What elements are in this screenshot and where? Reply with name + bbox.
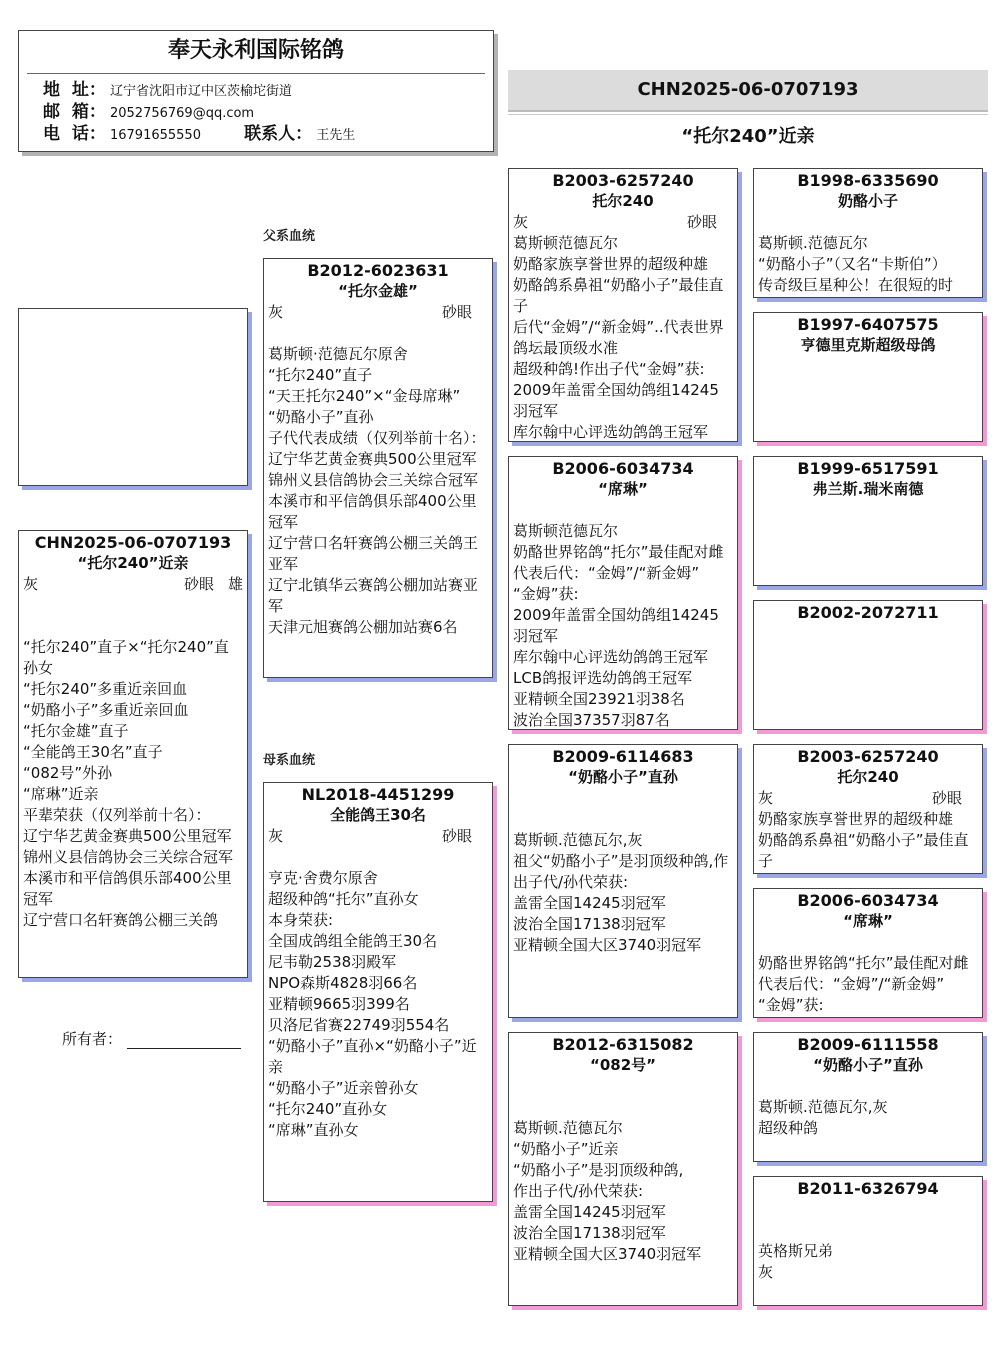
gg-ring: B1999-6517591	[797, 459, 939, 478]
dam-dam-ring: B2012-6315082	[552, 1035, 694, 1054]
gg-ring: B2009-6111558	[797, 1035, 939, 1054]
address-row	[43, 80, 493, 102]
gg-desc: 英格斯兄弟 灰	[758, 1242, 834, 1281]
sire-sire-eye: 砂眼	[686, 213, 717, 231]
sire-dam-name: “席琳”	[598, 480, 648, 498]
great-grandparent-card	[753, 1176, 983, 1306]
subject-traits	[19, 574, 247, 595]
sire-sire-name: 托尔240	[592, 192, 654, 210]
sire-ring: B2012-6023631	[307, 261, 449, 280]
subject-name: “托尔240”近亲	[77, 554, 189, 572]
subject-sex: 雄	[227, 575, 243, 593]
dam-traits	[264, 826, 492, 847]
sire-dam-card	[508, 456, 738, 730]
dam-dam-desc: 葛斯顿.范德瓦尔 “奶酪小子”近亲 “奶酪小子”是羽顶级种鸽, 作出子代/孙代荣获: 盖雷全国14245羽冠军 波治全国17138羽冠军 亚精顿全国大区3740羽冠军	[513, 1119, 702, 1263]
sire-color: 灰	[268, 303, 284, 321]
dam-dam-name: “082号”	[589, 1056, 657, 1074]
address-value: 辽宁省沈阳市辽中区茨榆坨街道	[109, 84, 292, 99]
subject-desc: “托尔240”直子×“托尔240”直孙女 “托尔240”多重近亲回血 “奶酪小子”多重近亲回血 “托尔金雄”直子 “全能鸽王30名”直子 “082号”外孙 “席琳”近亲 平辈荣获（仅列举前十名）： 辽宁华艺黄金赛典500公里冠军 锦州义县信鸽协会三关综合冠军 本溪市和平信鸽俱乐部400公里冠军 辽宁营口名轩赛鸽公棚三关鸽	[23, 638, 234, 929]
gg-ring: B2002-2072711	[797, 603, 939, 622]
subject-card	[18, 530, 248, 978]
banner-ring: CHN2025-06-0707193	[637, 79, 859, 100]
gg-ring: B2003-6257240	[797, 747, 939, 766]
phone-row	[43, 124, 493, 146]
sire-desc: 葛斯顿·范德瓦尔原舍 “托尔240”直子 “天王托尔240”×“金母席琳” “奶酪小子”直孙 子代代表成绩（仅列举前十名）： 辽宁华艺黄金赛典500公里冠军 锦州义县信鸽协会三关综合冠军 本溪市和平信鸽俱乐部400公里冠军 辽宁营口名轩赛鸽公棚三关鸽王亚军 辽宁北镇华云赛鸽公棚加站赛亚军 天津元旭赛鸽公棚加站赛6名	[268, 345, 486, 636]
sire-line-label: 父系血统	[263, 229, 316, 244]
owner-line	[62, 1028, 241, 1049]
gg-desc: 奶酪世界铭鸽“托尔”最佳配对雌 代表后代：“金姆”/“新金姆” “金姆”获:	[758, 954, 969, 1014]
great-grandparent-card	[753, 168, 983, 298]
owner-label: 所有者：	[62, 1030, 123, 1048]
dam-eye: 砂眼	[441, 827, 472, 845]
great-grandparent-card	[753, 1032, 983, 1162]
sire-dam-desc: 葛斯顿范德瓦尔 奶酪世界铭鸽“托尔”最佳配对雌 代表后代：“金姆”/“新金姆” “金姆”获: 2009年盖雷全国幼鸽组14245羽冠军 库尔翰中心评选幼鸽鸽王冠军 LCB鸽报评选幼鸽鸽王冠军 亚精顿全国23921羽38名 波治全国37357羽87名	[513, 522, 724, 729]
breeder-header	[18, 30, 494, 152]
phone-label: 电 话：	[43, 124, 106, 144]
subject-ring: CHN2025-06-0707193	[34, 533, 232, 552]
sire-eye: 砂眼	[441, 303, 472, 321]
great-grandparent-card	[753, 888, 983, 1018]
dam-card	[263, 782, 493, 1202]
sire-sire-traits	[509, 212, 737, 233]
pedigree-banner	[508, 70, 988, 112]
dam-color: 灰	[268, 827, 284, 845]
gg-traits	[754, 788, 982, 809]
owner-blank[interactable]	[127, 1032, 241, 1049]
gg-desc: 葛斯顿.范德瓦尔 “奶酪小子”（又名“卡斯伯”） 传奇级巨星种公！在很短的时	[758, 234, 954, 294]
gg-ring: B2011-6326794	[797, 1179, 939, 1198]
email-row	[43, 102, 493, 124]
gg-name: 弗兰斯.瑞米南德	[812, 480, 924, 498]
breeder-title: 奉天永利国际铭鸽	[167, 38, 344, 63]
dam-sire-ring: B2009-6114683	[552, 747, 694, 766]
gg-name: 奶酪小子	[837, 192, 898, 210]
sire-dam-ring: B2006-6034734	[552, 459, 694, 478]
dam-line-label: 母系血统	[263, 753, 316, 768]
gg-name: “奶酪小子”直孙	[813, 1056, 923, 1074]
gg-ring: B2006-6034734	[797, 891, 939, 910]
dam-ring: NL2018-4451299	[301, 785, 455, 804]
sire-traits	[264, 302, 492, 323]
email-value: 2052756769@qq.com	[109, 106, 255, 121]
pigeon-photo	[18, 308, 248, 486]
dam-dam-card	[508, 1032, 738, 1306]
gg-ring: B1997-6407575	[797, 315, 939, 334]
email-label: 邮 箱：	[43, 102, 106, 122]
gg-desc: 葛斯顿.范德瓦尔,灰 超级种鸽	[758, 1098, 888, 1137]
great-grandparent-card	[753, 600, 983, 730]
gg-name: 托尔240	[837, 768, 899, 786]
address-label: 地 址：	[43, 80, 106, 100]
subject-eye: 砂眼	[183, 575, 214, 593]
dam-name: 全能鸽王30名	[330, 806, 426, 824]
sire-sire-color: 灰	[513, 213, 529, 231]
sire-sire-card	[508, 168, 738, 442]
sire-name: “托尔金雄”	[338, 282, 418, 300]
gg-name: 亨德里克斯超级母鸽	[800, 336, 936, 354]
subject-color: 灰	[23, 575, 39, 593]
phone-value: 16791655550	[109, 128, 201, 143]
dam-sire-name: “奶酪小子”直孙	[568, 768, 678, 786]
sire-sire-desc: 葛斯顿范德瓦尔 奶酪家族享誉世界的超级种雄 奶酪鸽系鼻祖“奶酪小子”最佳直子 后代“金姆”/“新金姆”..代表世界鸽坛最顶级水准 超级种鸽!作出子代“金姆”获: 2009年盖雷全国幼鸽组14245羽冠军 库尔翰中心评选幼鸽鸽王冠军	[513, 234, 724, 441]
great-grandparent-card	[753, 456, 983, 586]
gg-ring: B1998-6335690	[797, 171, 939, 190]
sire-sire-ring: B2003-6257240	[552, 171, 694, 190]
gg-eye: 砂眼	[931, 789, 962, 807]
contact-label: 联系人：	[244, 124, 313, 144]
contact-value: 王先生	[316, 128, 356, 143]
great-grandparent-card	[753, 312, 983, 442]
dam-sire-card	[508, 744, 738, 1018]
dam-desc: 亨克·舍费尔原舍 超级种鸽“托尔”直孙女 本身荣获: 全国成鸽组全能鸽王30名 尼韦勒2538羽殿军 NPO森斯4828羽66名 亚精顿9665羽399名 贝洛尼省赛22749羽554名 “奶酪小子”直孙×“奶酪小子”近亲 “奶酪小子”近亲曾孙女 “托尔240”直孙女 “席琳”直孙女	[268, 869, 477, 1139]
banner-name: “托尔240”近亲	[681, 126, 815, 147]
gg-name: “席琳”	[843, 912, 893, 930]
great-grandparent-card	[753, 744, 983, 874]
gg-desc: 奶酪家族享誉世界的超级种雄 奶酪鸽系鼻祖“奶酪小子”最佳直子	[758, 810, 969, 870]
sire-card	[263, 258, 493, 678]
dam-sire-desc: 葛斯顿.范德瓦尔,灰 祖父“奶酪小子”是羽顶级种鸽,作出子代/孙代荣获: 盖雷全国14245羽冠军 波治全国17138羽冠军 亚精顿全国大区3740羽冠军	[513, 831, 729, 954]
gg-color: 灰	[758, 789, 774, 807]
